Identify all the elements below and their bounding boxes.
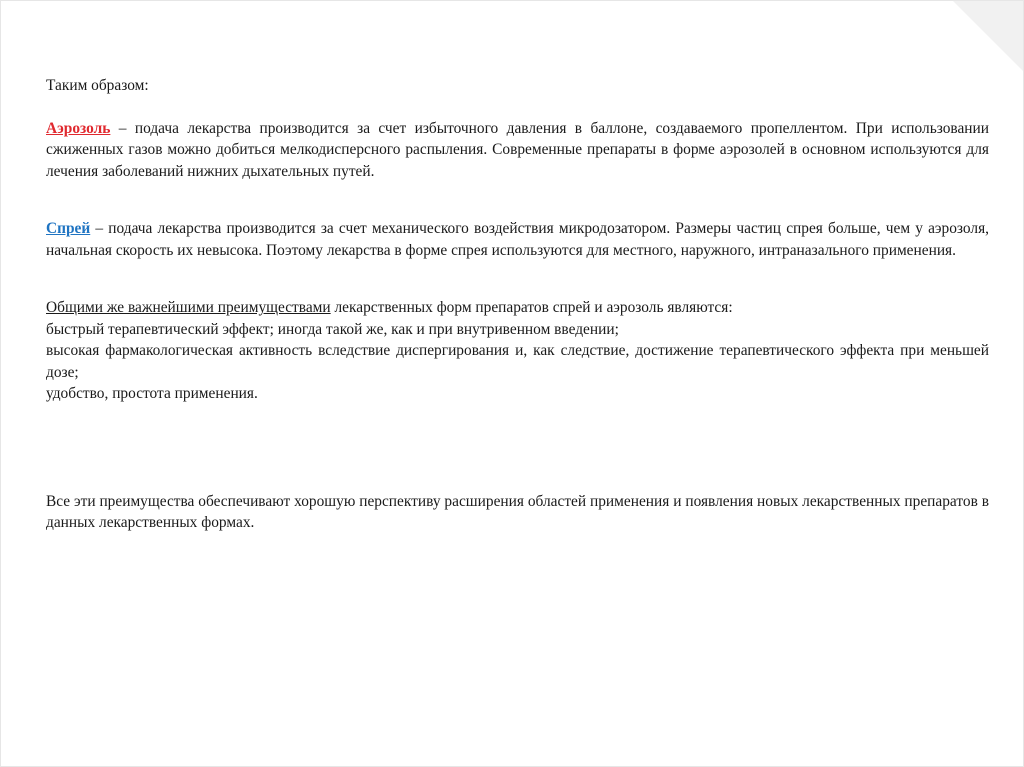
advantage-item: высокая фармакологическая активность вследствие диспергирования и, как следствие, достижение терапевтического эффекта при меньшей дозе; — [46, 342, 989, 381]
conclusion-paragraph: Все эти преимущества обеспечивают хорошую перспективу расширения областей применения и появления новых лекарственных препаратов в данных лекарственных формах. — [46, 492, 989, 531]
advantages-lead-rest: лекарственных форм препаратов спрей и аэрозоль являются: — [330, 299, 733, 316]
intro-line: Таким образом: — [46, 77, 149, 94]
spray-term: Спрей — [46, 220, 91, 237]
aerosol-term: Аэрозоль — [46, 119, 111, 137]
aerosol-definition: – подача лекарства производится за счет избыточного давления в баллоне, создаваемого пропеллентом. При использовании сжиженных газов можно добиться мелкодисперсного распыления. Современные препараты в форме аэрозолей в основном используются для лечения заболеваний нижних дыхательных путей. — [46, 119, 989, 180]
spray-paragraph — [46, 218, 989, 261]
spray-definition: – подача лекарства производится за счет механического воздействия микродозатором. Размеры частиц спрея больше, чем у аэрозоля, начальная скорость их невысока. Поэтому лекарства в форме спрея используются для местного, наружного, интраназального применения. — [46, 220, 989, 259]
advantages-lead — [46, 297, 989, 319]
advantages-lead-underlined: Общими же важнейшими преимуществами — [46, 299, 331, 316]
advantage-item: быстрый терапевтический эффект; иногда такой же, как и при внутривенном введении; — [46, 320, 619, 338]
slide-text-body — [46, 75, 989, 534]
aerosol-paragraph — [46, 118, 989, 183]
page-corner-fold — [953, 1, 1023, 71]
advantage-item: удобство, простота применения. — [46, 385, 258, 402]
